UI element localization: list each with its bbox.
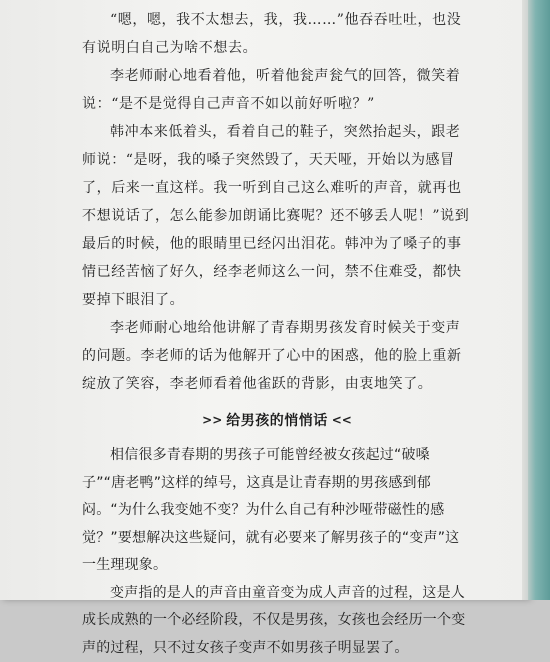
page-text bbox=[82, 6, 472, 662]
book-cover-edge bbox=[528, 0, 550, 600]
section-title: 给男孩的悄悄话 bbox=[226, 410, 328, 430]
right-arrow-mark: << bbox=[332, 413, 352, 427]
story-paragraph: 李老师耐心地看着他，听着他瓮声瓮气的回答，微笑着说：“是不是觉得自己声音不如以前好听啦？” bbox=[82, 62, 472, 118]
section-heading bbox=[82, 406, 472, 434]
story-paragraph: 韩冲本来低着头，看着自己的鞋子，突然抬起头，跟老师说：“是呀，我的嗓子突然毁了，天天哑，开始以为感冒了，后来一直这样。我一听到自己这么难听的声音，就再也不想说话了，怎么能参加朗诵比赛呢？还不够丢人呢！”说到最后的时候，他的眼睛里已经闪出泪花。韩冲为了嗓子的事情已经苦恼了好久，经李老师这么一问，禁不住难受，都快要掉下眼泪了。 bbox=[82, 118, 472, 314]
story-paragraph: “嗯，嗯，我不太想去，我，我……”他吞吞吐吐，也没有说明白自己为啥不想去。 bbox=[82, 6, 472, 62]
left-arrow-mark: >> bbox=[202, 413, 222, 427]
advice-paragraph: 变声指的是人的声音由童音变为成人声音的过程，这是人成长成熟的一个必经阶段，不仅是男孩，女孩也会经历一个变声的过程，只不过女孩子变声不如男孩子明显罢了。 bbox=[82, 580, 472, 662]
story-paragraph: 李老师耐心地给他讲解了青春期男孩发育时候关于变声的问题。李老师的话为他解开了心中的困惑，他的脸上重新绽放了笑容，李老师看着他雀跃的背影，由衷地笑了。 bbox=[82, 314, 472, 398]
advice-paragraph: 相信很多青春期的男孩子可能曾经被女孩起过“破嗓子”“唐老鸭”这样的绰号，这真是让青春期的男孩感到郁闷。“为什么我变她不变？为什么自己有种沙哑带磁性的感觉？”要想解决这些疑问，就有必要来了解男孩子的“变声”这一生理现象。 bbox=[82, 442, 472, 580]
